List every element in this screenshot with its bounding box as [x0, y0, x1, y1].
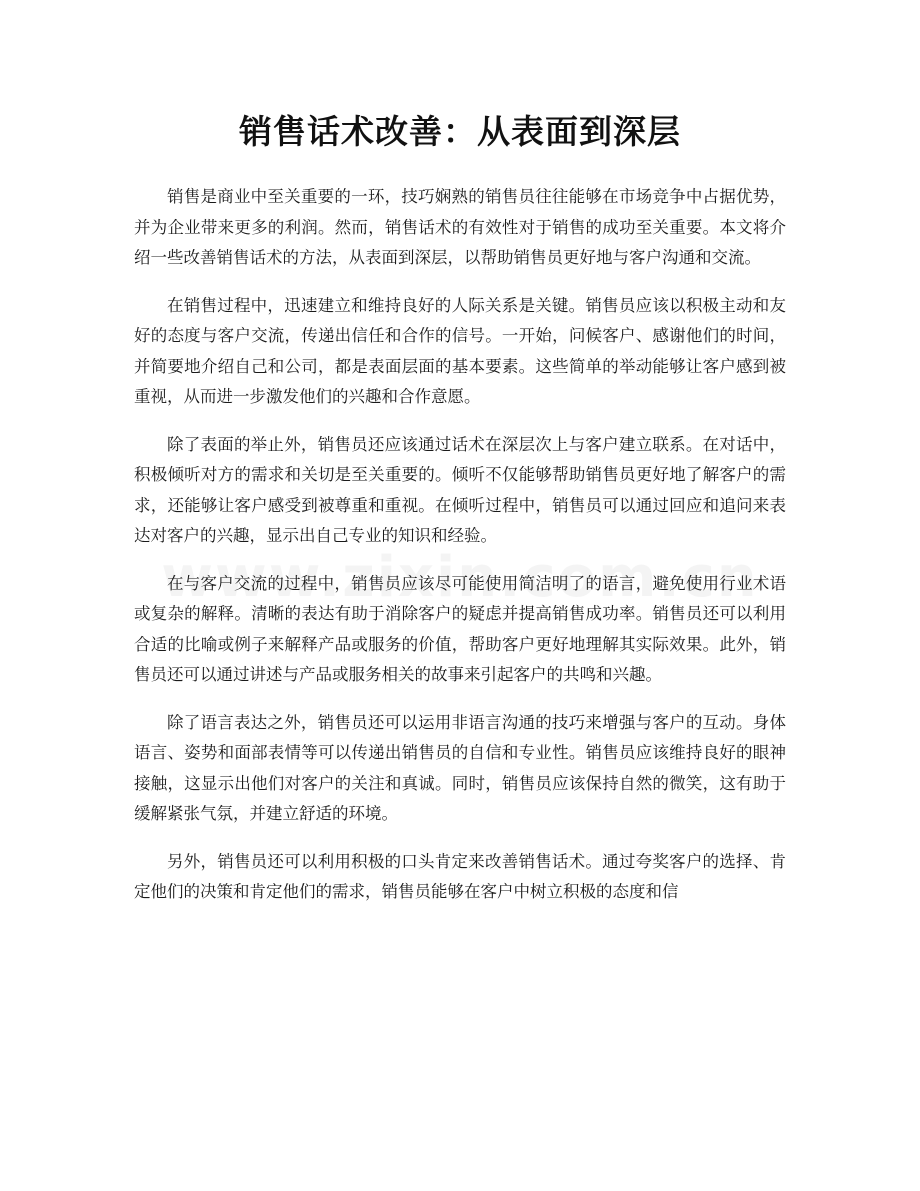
paragraph-4: 在与客户交流的过程中，销售员应该尽可能使用简洁明了的语言，避免使用行业术语或复杂的解释。清晰的表达有助于消除客户的疑虑并提高销售成功率。销售员还可以利用合适的比喻或例子来解释产品或服务的价值，帮助客户更好地理解其实际效果。此外，销售员还可以通过讲述与产品或服务相关的故事来引起客户的共鸣和兴趣。	[134, 573, 786, 684]
paragraph-5: 除了语言表达之外，销售员还可以运用非语言沟通的技巧来增强与客户的互动。身体语言、姿势和面部表情等可以传递出销售员的自信和专业性。销售员应该维持良好的眼神接触，这显示出他们对客户的关注和真诚。同时，销售员应该保持自然的微笑，这有助于缓解紧张气氛，并建立舒适的环境。	[134, 712, 786, 823]
paragraph-3: 除了表面的举止外，销售员还应该通过话术在深层次上与客户建立联系。在对话中，积极倾听对方的需求和关切是至关重要的。倾听不仅能够帮助销售员更好地了解客户的需求，还能够让客户感受到被尊重和重视。在倾听过程中，销售员可以通过回应和追问来表达对客户的兴趣，显示出自己专业的知识和经验。	[134, 434, 786, 545]
document-title: 销售话术改善：从表面到深层	[239, 112, 681, 151]
paragraph-6: 另外，销售员还可以利用积极的口头肯定来改善销售话术。通过夸奖客户的选择、肯定他们的决策和肯定他们的需求，销售员能够在客户中树立积极的态度和信	[134, 851, 786, 901]
paragraph-1: 销售是商业中至关重要的一环，技巧娴熟的销售员往往能够在市场竞争中占据优势，并为企业带来更多的利润。然而，销售话术的有效性对于销售的成功至关重要。本文将介绍一些改善销售话术的方法，从表面到深层，以帮助销售员更好地与客户沟通和交流。	[134, 187, 786, 267]
document-body	[134, 182, 786, 925]
paragraph-2: 在销售过程中，迅速建立和维持良好的人际关系是关键。销售员应该以积极主动和友好的态度与客户交流，传递出信任和合作的信号。一开始，问候客户、感谢他们的时间，并简要地介绍自己和公司，都是表面层面的基本要素。这些简单的举动能够让客户感到被重视，从而进一步激发他们的兴趣和合作意愿。	[134, 295, 786, 406]
